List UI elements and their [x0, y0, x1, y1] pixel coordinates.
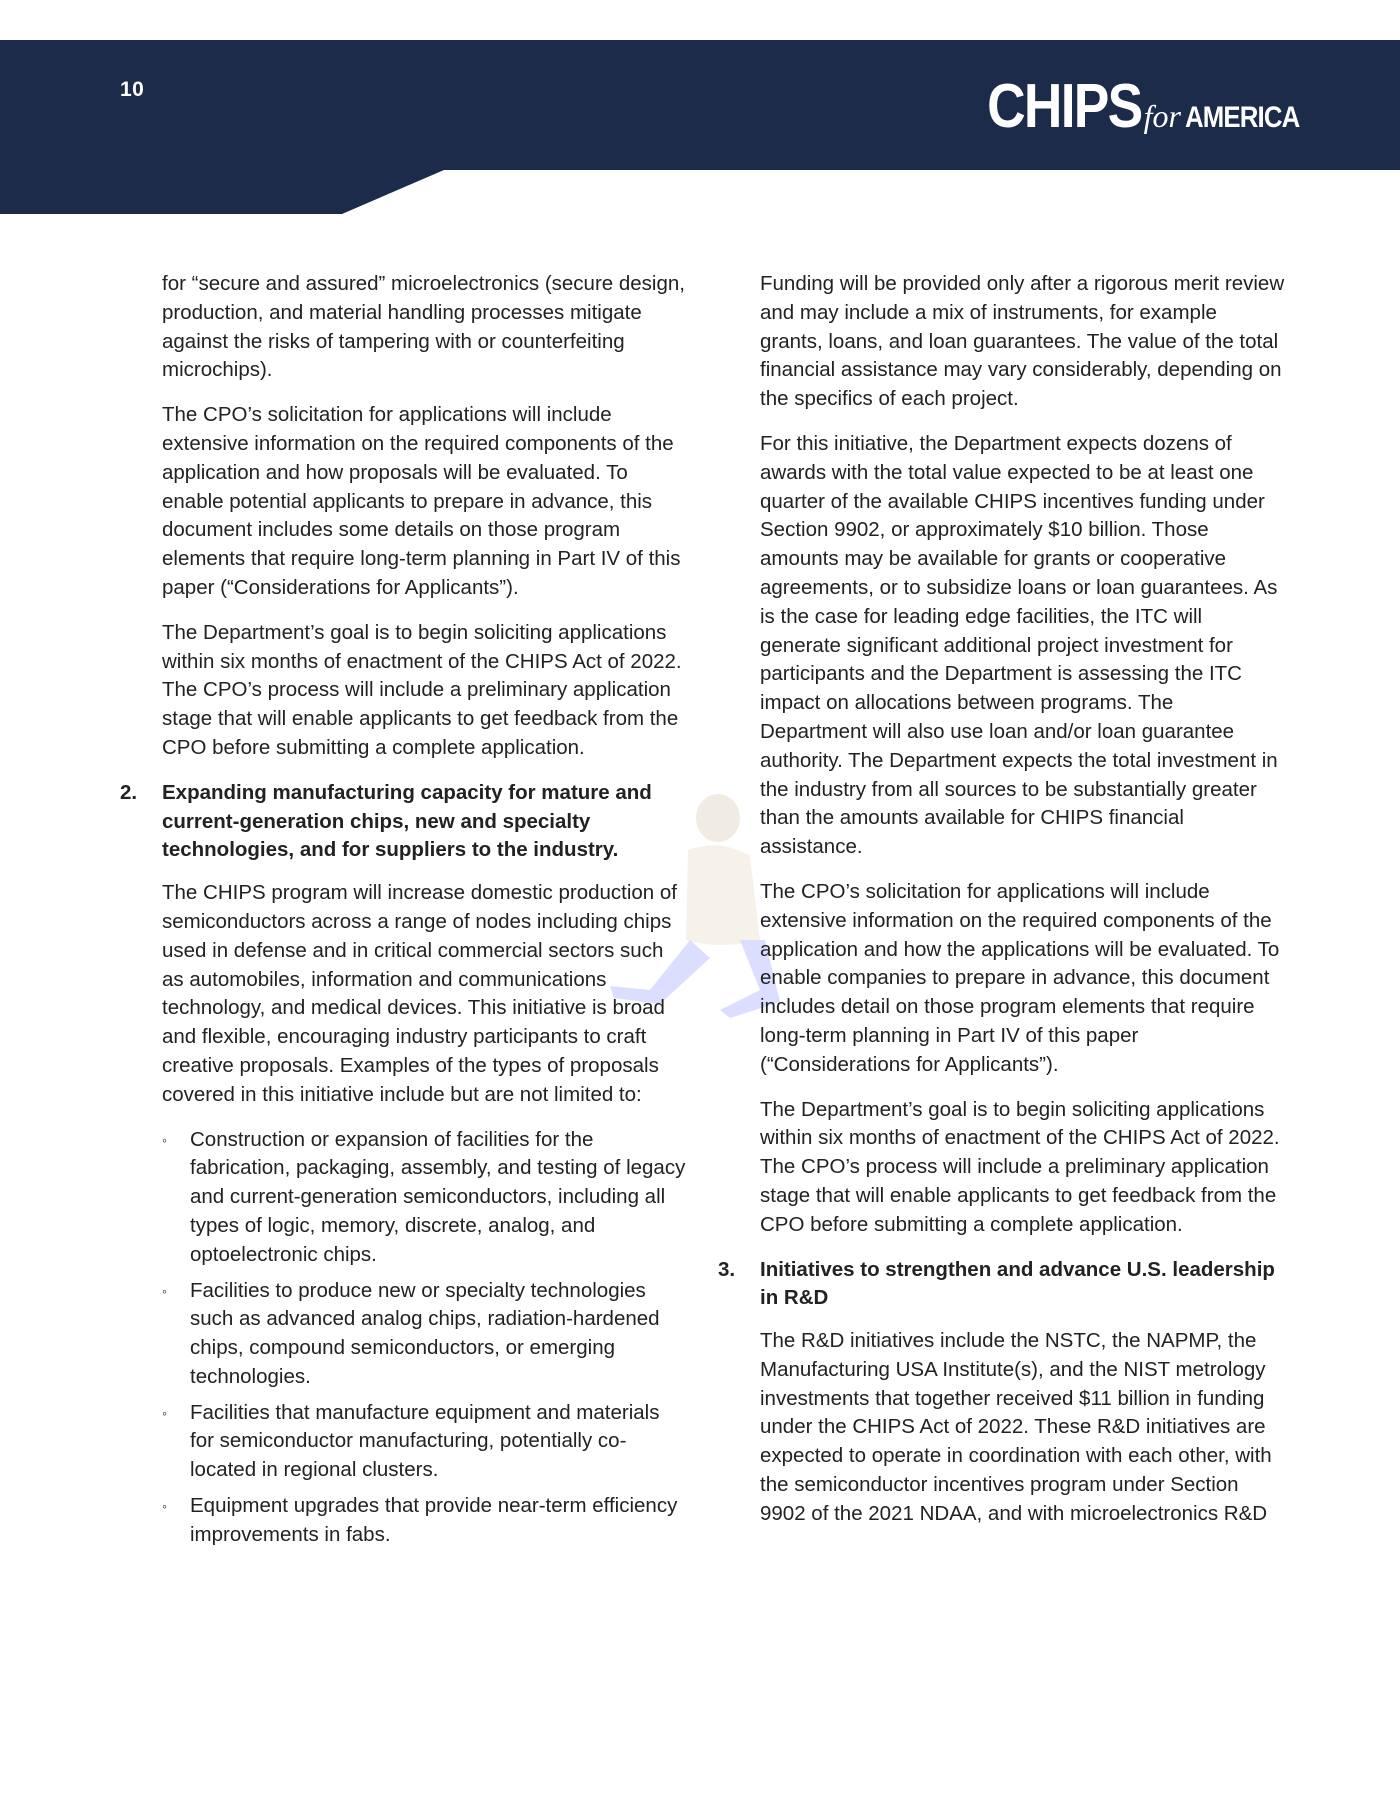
left-paragraph-1: for “secure and assured” microelectronics (secure design, production, and material handling processes mitigate against the risks of tampering with or counterfeiting microchips).	[162, 272, 685, 382]
list-item-text: Facilities to produce new or specialty technologies such as advanced analog chips, radiation-hardened chips, compound semiconductors, or emerging technologies.	[190, 1278, 660, 1388]
item-2-heading	[120, 779, 687, 865]
bullet-icon: ◦	[162, 1404, 167, 1421]
right-paragraph-2: For this initiative, the Department expects dozens of awards with the total value expected to be at least one quarter of the available CHIPS incentives funding under Section 9902, or approximately $10 billion. Those amounts may be available for grants or cooperative agreements, or to subsidize loans or loan guarantees. As is the case for leading edge facilities, the ITC will generate significant additional project investment for participants and the Department is assessing the ITC impact on allocations between programs. The Department will also use loan and/or loan guarantee authority. The Department expects the total investment in the industry from all sources to be substantially greater than the amounts available for CHIPS financial assistance.	[760, 431, 1278, 859]
logo-america-text: AMERICA	[1185, 101, 1300, 134]
right-column	[718, 270, 1285, 1545]
right-paragraph-5: The R&D initiatives include the NSTC, the NAPMP, the Manufacturing USA Institute(s), and the NIST metrology investments that together received $11 billion in funding under the CHIPS Act of 2022. These R&D initiatives are expected to operate in coordination with each other, with the semiconductor incentives program under Section 9902 of the 2021 NDAA, and with microelectronics R&D	[760, 1329, 1272, 1525]
bullet-icon: ◦	[162, 1498, 167, 1515]
list-item-text: Construction or expansion of facilities for the fabrication, packaging, assembly, and testing of legacy and current-generation semiconductors, including all types of logic, memory, discrete, analog, and optoelectronic chips.	[190, 1127, 686, 1266]
item-2-heading-text: Expanding manufacturing capacity for mature and current-generation chips, new and specialty technologies, and for suppliers to the industry.	[162, 780, 652, 862]
chips-for-america-logo	[962, 72, 1318, 141]
list-item-text: Facilities that manufacture equipment and materials for semiconductor manufacturing, potentially co-located in regional clusters.	[190, 1400, 660, 1482]
bullet-icon: ◦	[162, 1131, 167, 1148]
right-paragraph-1: Funding will be provided only after a rigorous merit review and may include a mix of instruments, for example grants, loans, and loan guarantees. The value of the total financial assistance may vary considerably, depending on the specifics of each project.	[760, 272, 1285, 411]
item-3-heading-text: Initiatives to strengthen and advance U.S. leadership in R&D	[760, 1257, 1275, 1310]
watermark-torso	[686, 845, 760, 945]
item-2-number: 2.	[120, 780, 138, 804]
example-proposals-list	[162, 1126, 687, 1550]
left-column	[120, 270, 687, 1557]
page-number: 10	[120, 78, 145, 101]
logo-for-text: for	[1143, 98, 1181, 134]
logo-chips-text: CHIPS	[987, 72, 1142, 141]
watermark-head	[696, 794, 740, 842]
left-paragraph-2: The CPO’s solicitation for applications will include extensive information on the required components of the application and how proposals will be evaluated. To enable potential applicants to prepare in advance, this document includes some details on those program elements that require long-term planning in Part IV of this paper (“Considerations for Applicants”).	[162, 403, 681, 599]
item-3-heading	[718, 1256, 1285, 1314]
list-item	[162, 1277, 687, 1392]
right-paragraph-3: The CPO’s solicitation for applications will include extensive information on the required components of the application and how the applications will be evaluated. To enable companies to prepare in advance, this document includes detail on those program elements that require long-term planning in Part IV of this paper (“Considerations for Applicants”).	[760, 879, 1280, 1076]
page-header	[0, 0, 1400, 215]
bullet-icon: ◦	[162, 1282, 167, 1299]
right-paragraph-4: The Department’s goal is to begin soliciting applications within six months of enactment of the CHIPS Act of 2022. The CPO’s process will include a preliminary application stage that will enable applicants to get feedback from the CPO before submitting a complete application.	[760, 1097, 1280, 1236]
list-item	[162, 1492, 687, 1550]
list-item-text: Equipment upgrades that provide near-term efficiency improvements in fabs.	[190, 1494, 678, 1546]
left-paragraph-3: The Department’s goal is to begin soliciting applications within six months of enactment of the CHIPS Act of 2022. The CPO’s process will include a preliminary application stage that will enable applicants to get feedback from the CPO before submitting a complete application.	[162, 620, 682, 759]
item-3-number: 3.	[718, 1257, 736, 1281]
list-item	[162, 1399, 687, 1485]
list-item	[162, 1126, 687, 1270]
left-paragraph-4: The CHIPS program will increase domestic production of semiconductors across a range of nodes including chips used in defense and in critical commercial sectors such as automobiles, information and communications technology, and medical devices. This initiative is broad and flexible, encouraging industry participants to craft creative proposals. Examples of the types of proposals covered in this initiative include but are not limited to:	[162, 881, 677, 1106]
